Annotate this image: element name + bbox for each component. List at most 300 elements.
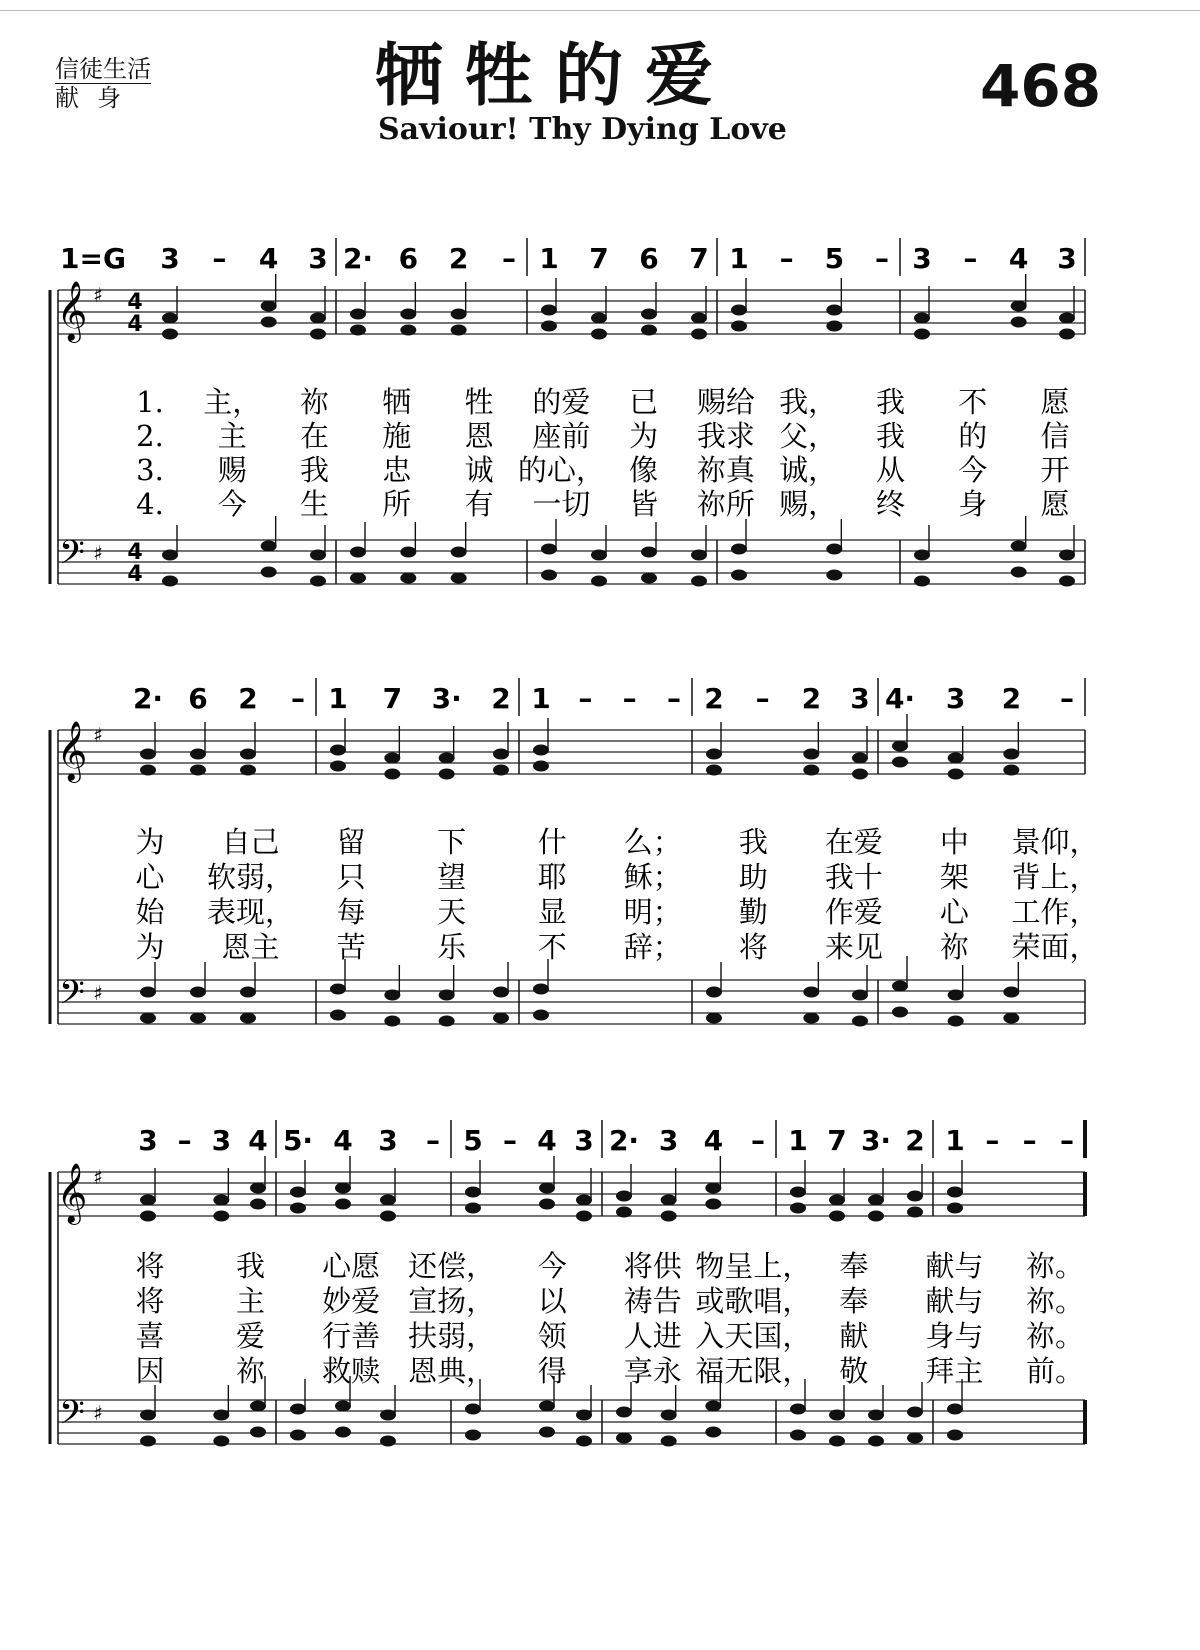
treble-notehead [907, 1191, 923, 1202]
treble-notehead [240, 749, 256, 760]
hymn-title: 牺牲的爱 [375, 37, 736, 116]
bass-notehead [1003, 1013, 1019, 1024]
bass-notehead [465, 1430, 481, 1441]
lyric-syllable: 献 [839, 1319, 869, 1353]
bass-notehead [451, 573, 467, 584]
jianpu-note: 3 [945, 682, 966, 715]
lyric-syllable: 所 [382, 487, 412, 521]
treble-notehead [533, 761, 549, 772]
key-sharp-icon: ♯ [93, 1401, 103, 1425]
lyric-syllable: 将 [738, 930, 768, 964]
treble-notehead [240, 765, 256, 776]
bass-notehead [948, 1016, 964, 1027]
treble-notehead [948, 753, 964, 764]
treble-notehead [1003, 765, 1019, 776]
bass-notehead [706, 987, 722, 998]
key-signature: 1=G [60, 242, 126, 275]
lyric-syllable: 忠 [382, 453, 412, 487]
key-sharp-icon: ♯ [93, 981, 103, 1005]
jianpu-note: 5 [463, 1124, 483, 1157]
jianpu-note: 1 [788, 1124, 808, 1157]
lyric-syllable: 4. [136, 487, 164, 521]
treble-clef-icon: 𝄞 [56, 281, 88, 341]
jianpu-note: – [667, 682, 681, 715]
lyric-syllable: 表现， [207, 895, 295, 929]
lyric-syllable: 得 [537, 1354, 567, 1388]
lyric-syllable: 诚 [464, 453, 494, 487]
jianpu-note: – [755, 682, 770, 715]
jianpu-note: 1 [729, 242, 749, 275]
lyric-syllable: 还偿， [408, 1249, 496, 1283]
treble-notehead [380, 1195, 396, 1206]
bass-notehead [310, 550, 326, 561]
bass-notehead [829, 1436, 845, 1447]
treble-notehead [213, 1211, 229, 1222]
bass-notehead [384, 1016, 400, 1027]
jianpu-note: – [622, 682, 637, 715]
jianpu-note: 4 [703, 1124, 724, 1157]
lyric-syllable: 祢。 [1025, 1284, 1085, 1318]
treble-notehead [661, 1211, 677, 1222]
lyric-syllable: 牲 [464, 385, 494, 419]
jianpu-note: – [426, 1124, 440, 1157]
lyric-syllable: 主 [217, 419, 247, 453]
bass-notehead [803, 1013, 819, 1024]
lyric-syllable: 扶弱， [408, 1319, 496, 1353]
treble-notehead [914, 329, 930, 340]
treble-notehead [705, 1199, 721, 1210]
bass-notehead [591, 576, 607, 587]
lyric-syllable: 信 [1040, 419, 1070, 453]
jianpu-note: – [875, 242, 889, 275]
bass-notehead [350, 547, 366, 558]
lyric-syllable: 有 [464, 487, 494, 521]
lyric-syllable: 享永 [623, 1354, 682, 1388]
lyric-syllable: 前。 [1025, 1354, 1085, 1388]
bass-notehead [190, 987, 206, 998]
bass-notehead [576, 1436, 592, 1447]
treble-notehead [706, 749, 722, 760]
bass-notehead [190, 1013, 206, 1024]
bass-notehead [250, 1427, 266, 1438]
lyric-syllable: 领 [537, 1319, 567, 1353]
lyric-syllable: 苦 [336, 930, 366, 964]
jianpu-note: – [963, 242, 978, 275]
bass-notehead [493, 987, 509, 998]
lyric-syllable: 愿 [1040, 487, 1070, 521]
bass-notehead [661, 1436, 677, 1447]
lyric-syllable: 勤 [738, 895, 768, 929]
bass-notehead [240, 1013, 256, 1024]
bass-notehead [914, 550, 930, 561]
lyric-syllable: 不 [958, 385, 988, 419]
lyric-syllable: 祢 [939, 930, 969, 964]
bass-notehead [140, 1410, 156, 1421]
lyric-syllable: 恩典， [408, 1354, 496, 1388]
jianpu-note: 3 [138, 1124, 158, 1157]
bass-notehead [1059, 550, 1075, 561]
bass-notehead [162, 550, 178, 561]
jianpu-note: 1 [328, 682, 348, 715]
bass-notehead [731, 570, 747, 581]
jianpu-note: – [985, 1124, 1000, 1157]
lyric-syllable: 在爱 [824, 825, 883, 859]
treble-notehead [829, 1211, 845, 1222]
bass-notehead [947, 1404, 963, 1415]
jianpu-note: – [1060, 1124, 1074, 1157]
bass-notehead [705, 1401, 721, 1412]
lyric-syllable: 只 [336, 860, 366, 894]
lyric-syllable: 1. [136, 385, 164, 419]
treble-notehead [162, 313, 178, 324]
bass-notehead [213, 1410, 229, 1421]
lyric-syllable: 以 [537, 1284, 567, 1318]
treble-notehead [380, 1211, 396, 1222]
lyric-syllable: 留 [336, 825, 366, 859]
bass-notehead [335, 1401, 351, 1412]
jianpu-note: 2· [342, 242, 374, 275]
lyric-syllable: 身 [958, 487, 988, 521]
treble-notehead [790, 1187, 806, 1198]
treble-notehead [310, 313, 326, 324]
bass-notehead [852, 1016, 868, 1027]
key-sharp-icon: ♯ [93, 723, 103, 747]
lyric-syllable: 父， [779, 419, 838, 453]
jianpu-note: 6 [188, 682, 208, 715]
bass-notehead [213, 1436, 229, 1447]
bass-notehead [852, 990, 868, 1001]
lyric-syllable: 主， [203, 385, 262, 419]
jianpu-note: 3 [378, 1124, 398, 1157]
bass-notehead [790, 1404, 806, 1415]
lyric-syllable: 宣扬， [408, 1284, 496, 1318]
jianpu-note: 4 [248, 1124, 268, 1157]
bass-notehead [641, 547, 657, 558]
category-line-1: 信徒生活 [55, 55, 151, 83]
treble-notehead [829, 1195, 845, 1206]
jianpu-note: – [1022, 1124, 1037, 1157]
jianpu-note: – [751, 1124, 765, 1157]
treble-notehead [591, 313, 607, 324]
jianpu-note: 1 [539, 242, 559, 275]
bass-notehead [591, 550, 607, 561]
treble-notehead [803, 749, 819, 760]
bass-notehead [261, 567, 277, 578]
treble-notehead [731, 305, 747, 316]
lyric-syllable: 一切 [532, 487, 591, 521]
treble-notehead [706, 765, 722, 776]
lyric-syllable: 恩 [464, 419, 494, 453]
bass-notehead [1003, 987, 1019, 998]
jianpu-note: 2· [608, 1124, 640, 1157]
lyric-syllable: 妙爱 [322, 1284, 381, 1318]
treble-notehead [384, 753, 400, 764]
lyric-syllable: 座前 [532, 419, 591, 453]
jianpu-note: 5 [824, 242, 845, 275]
lyric-syllable: 将 [135, 1284, 165, 1318]
bass-notehead [539, 1427, 555, 1438]
jianpu-note: 7 [827, 1124, 847, 1157]
lyric-syllable: 心 [939, 895, 969, 929]
treble-notehead [335, 1183, 351, 1194]
key-sharp-icon: ♯ [93, 283, 103, 307]
lyric-syllable: 架 [939, 860, 969, 894]
treble-notehead [826, 305, 842, 316]
lyric-syllable: 赐， [779, 487, 838, 521]
treble-notehead [261, 317, 277, 328]
bass-notehead [380, 1436, 396, 1447]
treble-notehead [350, 325, 366, 336]
treble-notehead [350, 309, 366, 320]
lyric-syllable: 像 [629, 453, 659, 487]
lyric-syllable: 因 [135, 1354, 165, 1388]
treble-notehead [1003, 749, 1019, 760]
treble-notehead [1059, 313, 1075, 324]
jianpu-note: 7 [382, 682, 403, 715]
jianpu-note: 3 [658, 1124, 679, 1157]
bass-notehead [140, 987, 156, 998]
lyric-syllable: 为 [629, 419, 659, 453]
lyric-syllable: 为 [135, 930, 165, 964]
treble-notehead [451, 309, 467, 320]
hymn-number: 468 [980, 52, 1102, 120]
jianpu-note: 1 [531, 682, 551, 715]
lyric-syllable: 恩主 [221, 930, 280, 964]
lyric-syllable: 施 [382, 419, 412, 453]
lyric-syllable: 已 [629, 385, 659, 419]
lyric-syllable: 今 [217, 487, 247, 521]
bass-clef-icon: 𝄢 [59, 1394, 85, 1440]
treble-notehead [852, 753, 868, 764]
treble-notehead [400, 325, 416, 336]
lyric-syllable: 救赎 [322, 1354, 381, 1388]
treble-notehead [705, 1183, 721, 1194]
bass-notehead [400, 573, 416, 584]
lyric-syllable: 赐给 [696, 385, 755, 419]
jianpu-note: 3 [160, 242, 180, 275]
jianpu-note: 2 [905, 1124, 925, 1157]
treble-notehead [439, 769, 455, 780]
lyric-syllable: 的爱 [532, 385, 591, 419]
bass-notehead [539, 1401, 555, 1412]
lyric-syllable: 心愿 [322, 1249, 381, 1283]
lyric-syllable: 助 [738, 860, 768, 894]
bass-notehead [641, 573, 657, 584]
treble-notehead [576, 1211, 592, 1222]
bass-notehead [829, 1410, 845, 1421]
bass-notehead [868, 1436, 884, 1447]
treble-notehead [439, 753, 455, 764]
key-sharp-icon: ♯ [93, 541, 103, 565]
treble-notehead [892, 757, 908, 768]
lyric-syllable: 软弱， [207, 860, 295, 894]
treble-notehead [140, 749, 156, 760]
treble-notehead [493, 765, 509, 776]
jianpu-note: 2 [491, 682, 511, 715]
lyric-syllable: 中 [939, 825, 969, 859]
lyric-syllable: 明； [623, 895, 682, 929]
bass-notehead [691, 576, 707, 587]
lyric-syllable: 乐 [437, 930, 467, 964]
lyric-syllable: 下 [437, 825, 467, 859]
treble-notehead [330, 745, 346, 756]
bass-notehead [706, 1013, 722, 1024]
lyric-syllable: 生 [300, 487, 330, 521]
treble-notehead [190, 765, 206, 776]
treble-notehead [162, 329, 178, 340]
lyric-syllable: 开 [1040, 453, 1070, 487]
jianpu-note: 3 [912, 242, 932, 275]
lyric-syllable: 耶 [537, 860, 567, 894]
bass-notehead [350, 573, 366, 584]
lyric-syllable: 爱 [236, 1319, 266, 1353]
lyric-syllable: 荣面， [1011, 930, 1099, 964]
treble-notehead [892, 741, 908, 752]
treble-notehead [261, 301, 277, 312]
time-signature-numeral: 4 [127, 562, 143, 587]
lyric-syllable: 祢 [300, 385, 330, 419]
lyric-syllable: 景仰， [1011, 825, 1099, 859]
treble-notehead [691, 313, 707, 324]
bass-notehead [384, 990, 400, 1001]
jianpu-note: – [502, 242, 516, 275]
lyric-syllable: 心 [135, 860, 165, 894]
treble-notehead [1011, 301, 1027, 312]
jianpu-note: 2 [801, 682, 822, 715]
jianpu-note: 6 [398, 242, 419, 275]
bass-notehead [439, 990, 455, 1001]
jianpu-note: 4 [333, 1124, 353, 1157]
lyric-syllable: 喜 [135, 1319, 165, 1353]
lyric-syllable: 今 [537, 1249, 567, 1283]
treble-notehead [803, 765, 819, 776]
lyric-syllable: 拜主 [925, 1354, 984, 1388]
bass-notehead [803, 987, 819, 998]
lyric-syllable: 自己 [221, 825, 280, 859]
lyric-syllable: 奉 [839, 1249, 869, 1283]
lyric-syllable: 献与 [925, 1249, 984, 1283]
jianpu-note: 7 [589, 242, 609, 275]
jianpu-note: – [291, 682, 305, 715]
treble-notehead [616, 1207, 632, 1218]
lyric-syllable: 人进 [623, 1319, 682, 1353]
bass-notehead [140, 1436, 156, 1447]
jianpu-note: – [177, 1124, 192, 1157]
jianpu-note: 4· [884, 682, 916, 715]
bass-notehead [947, 1430, 963, 1441]
treble-notehead [250, 1183, 266, 1194]
bass-notehead [790, 1430, 806, 1441]
treble-clef-icon: 𝄞 [56, 721, 88, 781]
lyric-syllable: 我求 [696, 419, 755, 453]
treble-notehead [868, 1195, 884, 1206]
treble-notehead [1059, 329, 1075, 340]
bass-notehead [907, 1433, 923, 1444]
jianpu-note: 2 [1001, 682, 1022, 715]
key-sharp-icon: ♯ [93, 1165, 103, 1189]
treble-notehead [213, 1195, 229, 1206]
treble-notehead [290, 1187, 306, 1198]
jianpu-note: 3· [860, 1124, 892, 1157]
treble-notehead [641, 325, 657, 336]
jianpu-note: – [212, 242, 227, 275]
bass-notehead [250, 1401, 266, 1412]
lyric-syllable: 献与 [925, 1284, 984, 1318]
hymn-subtitle: Saviour! Thy Dying Love [378, 112, 787, 147]
bass-notehead [892, 1007, 908, 1018]
lyric-syllable: 今 [958, 453, 988, 487]
treble-notehead [533, 745, 549, 756]
lyric-syllable: 我 [738, 825, 768, 859]
lyric-syllable: 皆 [629, 487, 659, 521]
bass-notehead [330, 1010, 346, 1021]
bass-notehead [261, 541, 277, 552]
jianpu-note: – [503, 1124, 517, 1157]
treble-notehead [541, 321, 557, 332]
bass-notehead [439, 1016, 455, 1027]
bass-notehead [731, 544, 747, 555]
bass-notehead [826, 570, 842, 581]
jianpu-note: 6 [639, 242, 659, 275]
bass-notehead [310, 576, 326, 587]
treble-notehead [290, 1203, 306, 1214]
bass-notehead [705, 1427, 721, 1438]
bass-notehead [380, 1410, 396, 1421]
bass-notehead [140, 1013, 156, 1024]
lyric-syllable: 么； [623, 825, 682, 859]
bass-notehead [661, 1410, 677, 1421]
jianpu-note: 3· [431, 682, 462, 715]
treble-notehead [947, 1203, 963, 1214]
lyric-syllable: 每 [336, 895, 366, 929]
lyric-syllable: 天 [437, 895, 467, 929]
lyric-syllable: 的 [958, 419, 988, 453]
treble-notehead [330, 761, 346, 772]
treble-notehead [539, 1199, 555, 1210]
bass-notehead [1011, 541, 1027, 552]
time-signature-numeral: 4 [127, 290, 143, 315]
treble-notehead [907, 1207, 923, 1218]
lyric-syllable: 从 [875, 453, 905, 487]
bass-notehead [533, 1010, 549, 1021]
lyric-syllable: 显 [537, 895, 567, 929]
jianpu-note: 2 [448, 242, 469, 275]
lyric-syllable: 将 [135, 1249, 165, 1283]
treble-notehead [576, 1195, 592, 1206]
treble-notehead [465, 1187, 481, 1198]
lyric-syllable: 2. [136, 419, 164, 453]
bass-notehead [907, 1407, 923, 1418]
lyric-syllable: 诚， [779, 453, 838, 487]
bass-notehead [533, 984, 549, 995]
bass-notehead [616, 1433, 632, 1444]
lyric-syllable: 为 [135, 825, 165, 859]
bass-notehead [868, 1410, 884, 1421]
bass-notehead [290, 1404, 306, 1415]
treble-notehead [250, 1199, 266, 1210]
bass-notehead [240, 987, 256, 998]
treble-notehead [400, 309, 416, 320]
jianpu-note: – [779, 242, 794, 275]
lyric-syllable: 我 [236, 1249, 266, 1283]
lyric-syllable: 不 [537, 930, 567, 964]
treble-notehead [616, 1191, 632, 1202]
lyric-syllable: 我十 [824, 860, 883, 894]
bass-notehead [493, 1013, 509, 1024]
lyric-syllable: 祷告 [623, 1284, 682, 1318]
bass-notehead [335, 1427, 351, 1438]
treble-notehead [591, 329, 607, 340]
